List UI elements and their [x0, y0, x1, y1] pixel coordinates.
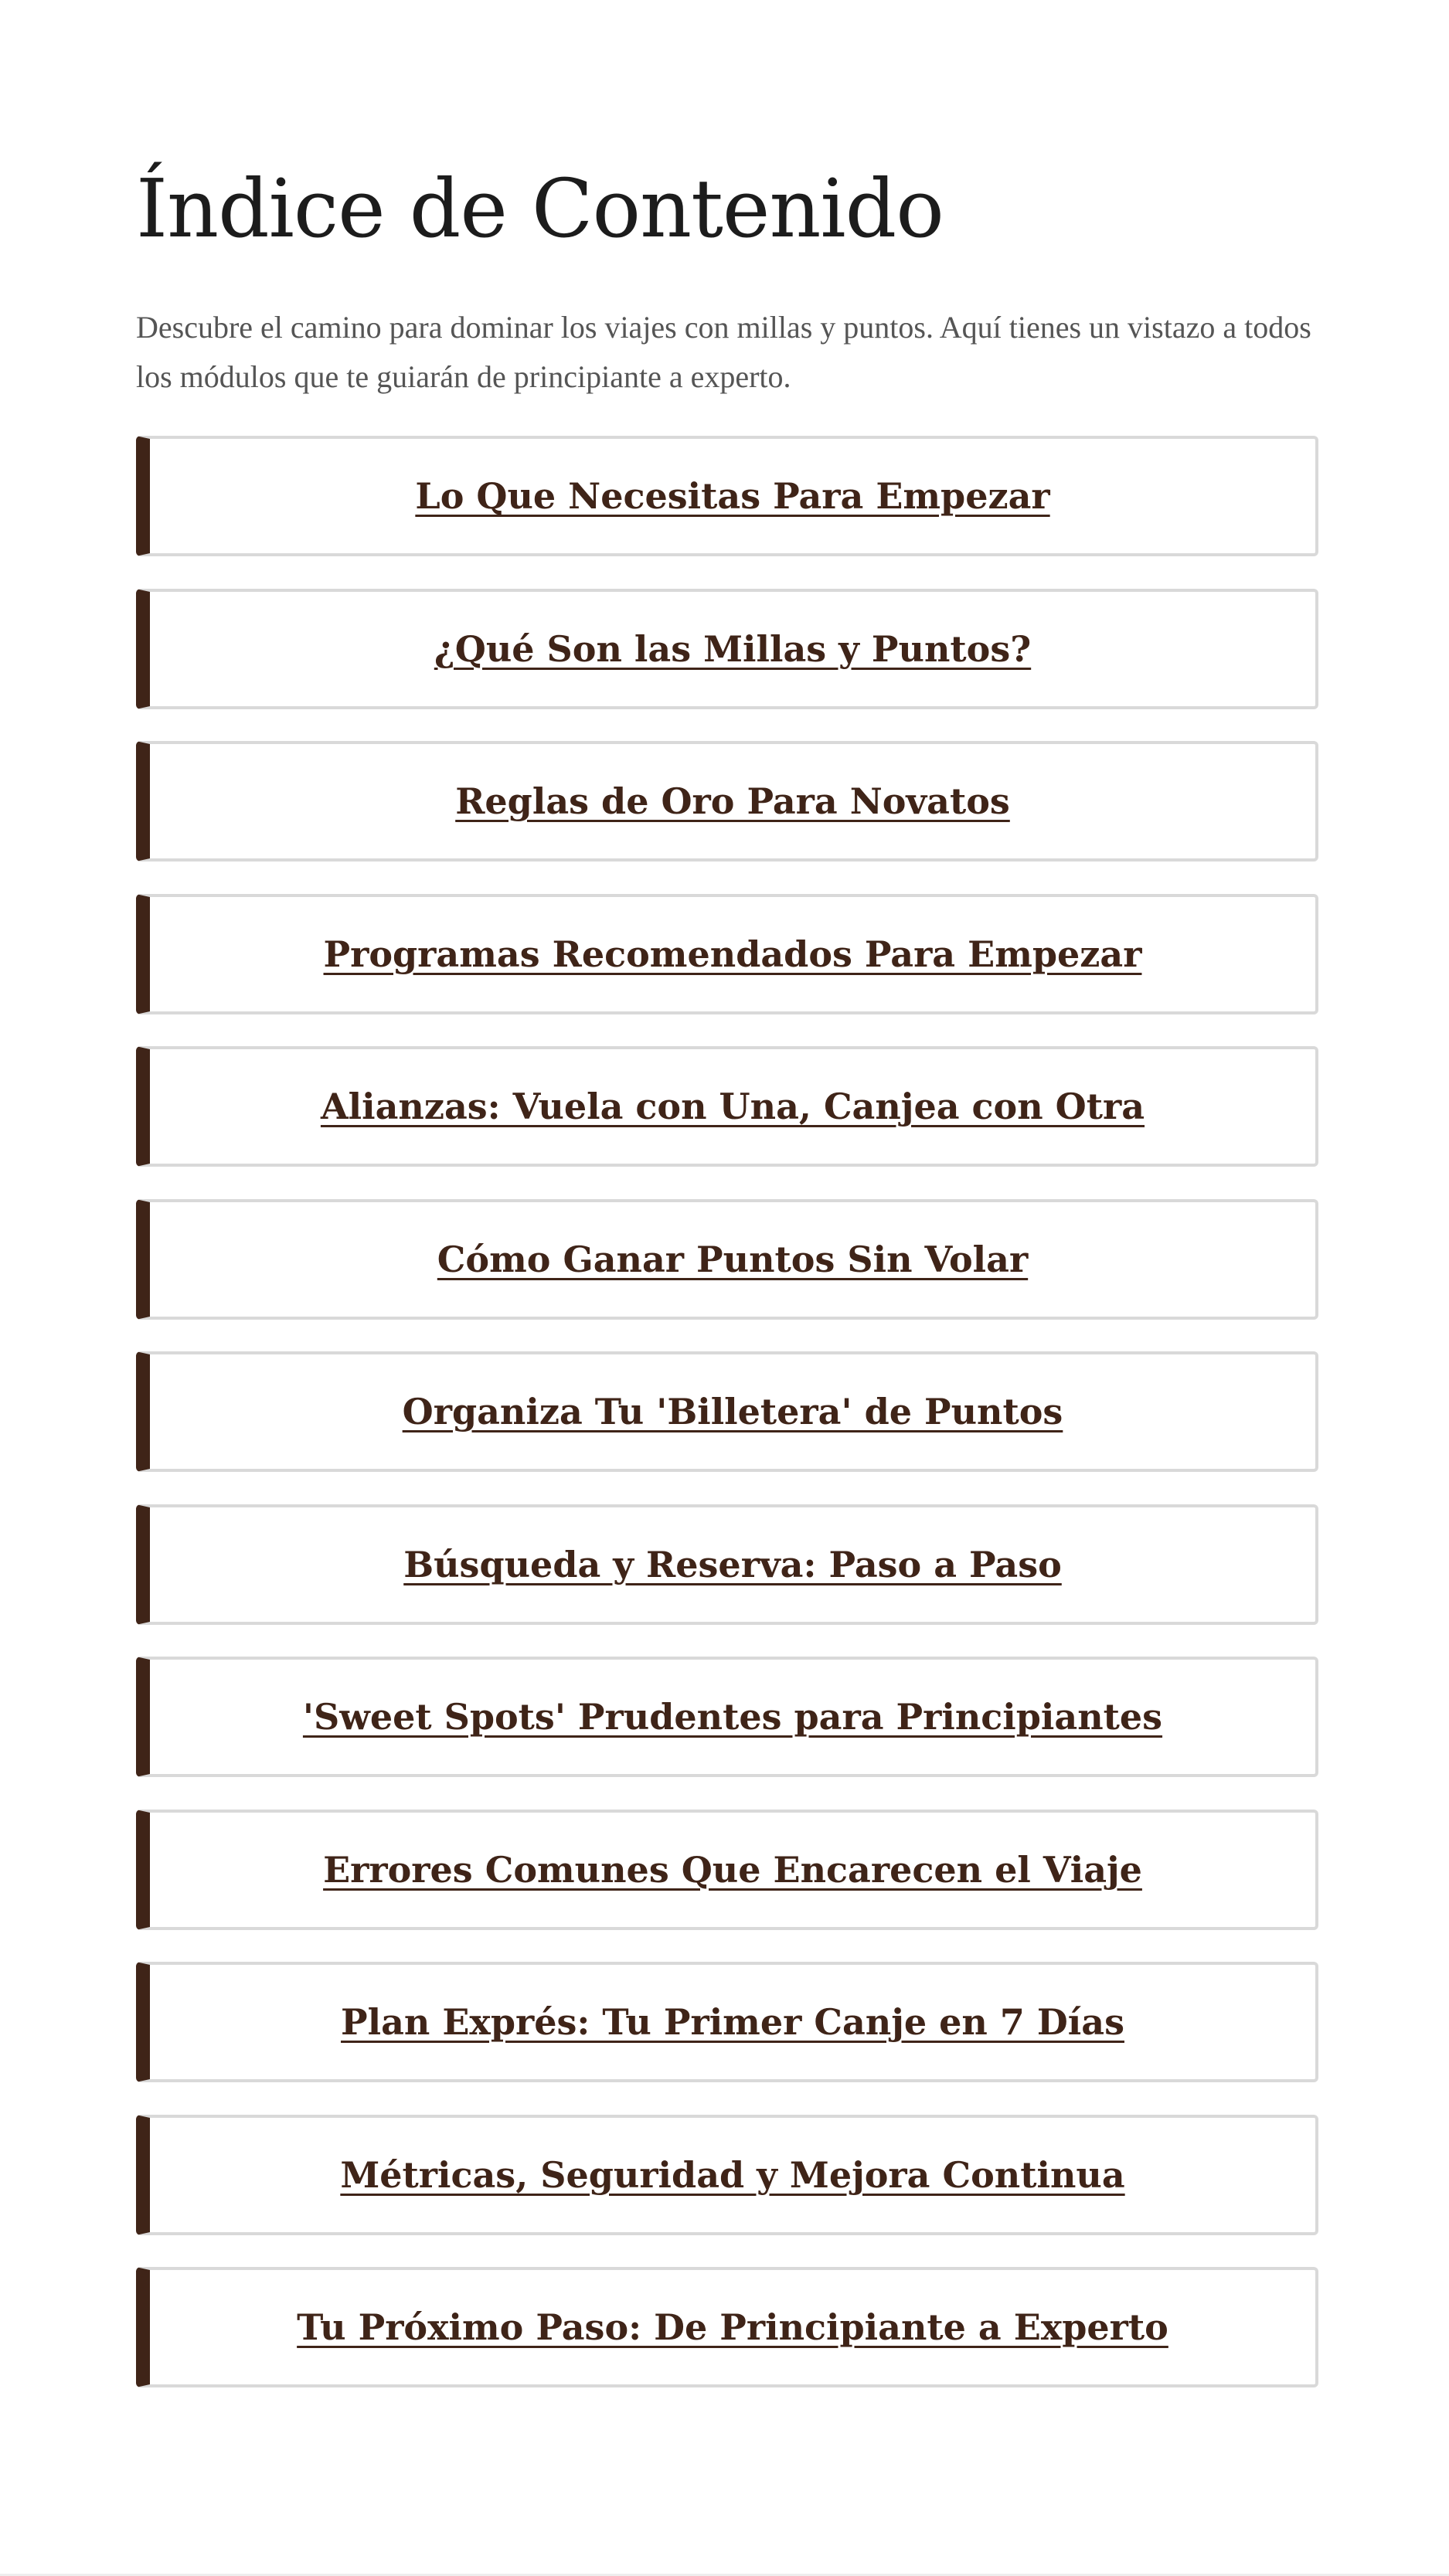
toc-link-errores-comunes[interactable]: Errores Comunes Que Encarecen el Viaje	[323, 1848, 1142, 1891]
toc-item-programas-recomendados	[136, 894, 1318, 1014]
toc-link-plan-expres[interactable]: Plan Exprés: Tu Primer Canje en 7 Días	[341, 2001, 1124, 2043]
toc-item-metricas	[136, 2115, 1318, 2235]
toc-link-ganar-puntos[interactable]: Cómo Ganar Puntos Sin Volar	[437, 1238, 1029, 1280]
toc-link-billetera[interactable]: Organiza Tu 'Billetera' de Puntos	[402, 1391, 1063, 1432]
toc-item-alianzas	[136, 1046, 1318, 1167]
toc-item-que-son-millas	[136, 589, 1318, 709]
page-title: Índice de Contenido	[136, 161, 944, 256]
toc-item-plan-expres	[136, 1962, 1318, 2082]
intro-text: Descubre el camino para dominar los viajes con millas y puntos. Aquí tienes un vistazo a todos los módulos que te guiarán de principiante a experto.	[136, 310, 1311, 394]
toc-link-programas-recomendados[interactable]: Programas Recomendados Para Empezar	[323, 933, 1142, 975]
toc-link-alianzas[interactable]: Alianzas: Vuela con Una, Canjea con Otra	[320, 1086, 1145, 1127]
toc-link-que-son-millas[interactable]: ¿Qué Son las Millas y Puntos?	[434, 627, 1032, 670]
toc-list	[136, 436, 1318, 2387]
toc-item-lo-que-necesitas	[136, 436, 1318, 556]
toc-link-lo-que-necesitas[interactable]: Lo Que Necesitas Para Empezar	[415, 475, 1050, 517]
toc-item-billetera	[136, 1351, 1318, 1472]
toc-link-proximo-paso[interactable]: Tu Próximo Paso: De Principiante a Experto	[297, 2306, 1168, 2348]
toc-page	[136, 155, 1318, 2420]
toc-item-busqueda-reserva	[136, 1504, 1318, 1625]
toc-link-reglas-de-oro[interactable]: Reglas de Oro Para Novatos	[455, 780, 1010, 822]
toc-item-proximo-paso	[136, 2267, 1318, 2387]
toc-item-errores-comunes	[136, 1810, 1318, 1930]
toc-link-metricas[interactable]: Métricas, Seguridad y Mejora Continua	[340, 2153, 1125, 2196]
toc-link-sweet-spots[interactable]: 'Sweet Spots' Prudentes para Principiantes	[302, 1696, 1163, 1738]
toc-item-reglas-de-oro	[136, 741, 1318, 861]
toc-link-busqueda-reserva[interactable]: Búsqueda y Reserva: Paso a Paso	[403, 1543, 1062, 1585]
toc-item-ganar-puntos	[136, 1199, 1318, 1320]
toc-item-sweet-spots	[136, 1657, 1318, 1777]
